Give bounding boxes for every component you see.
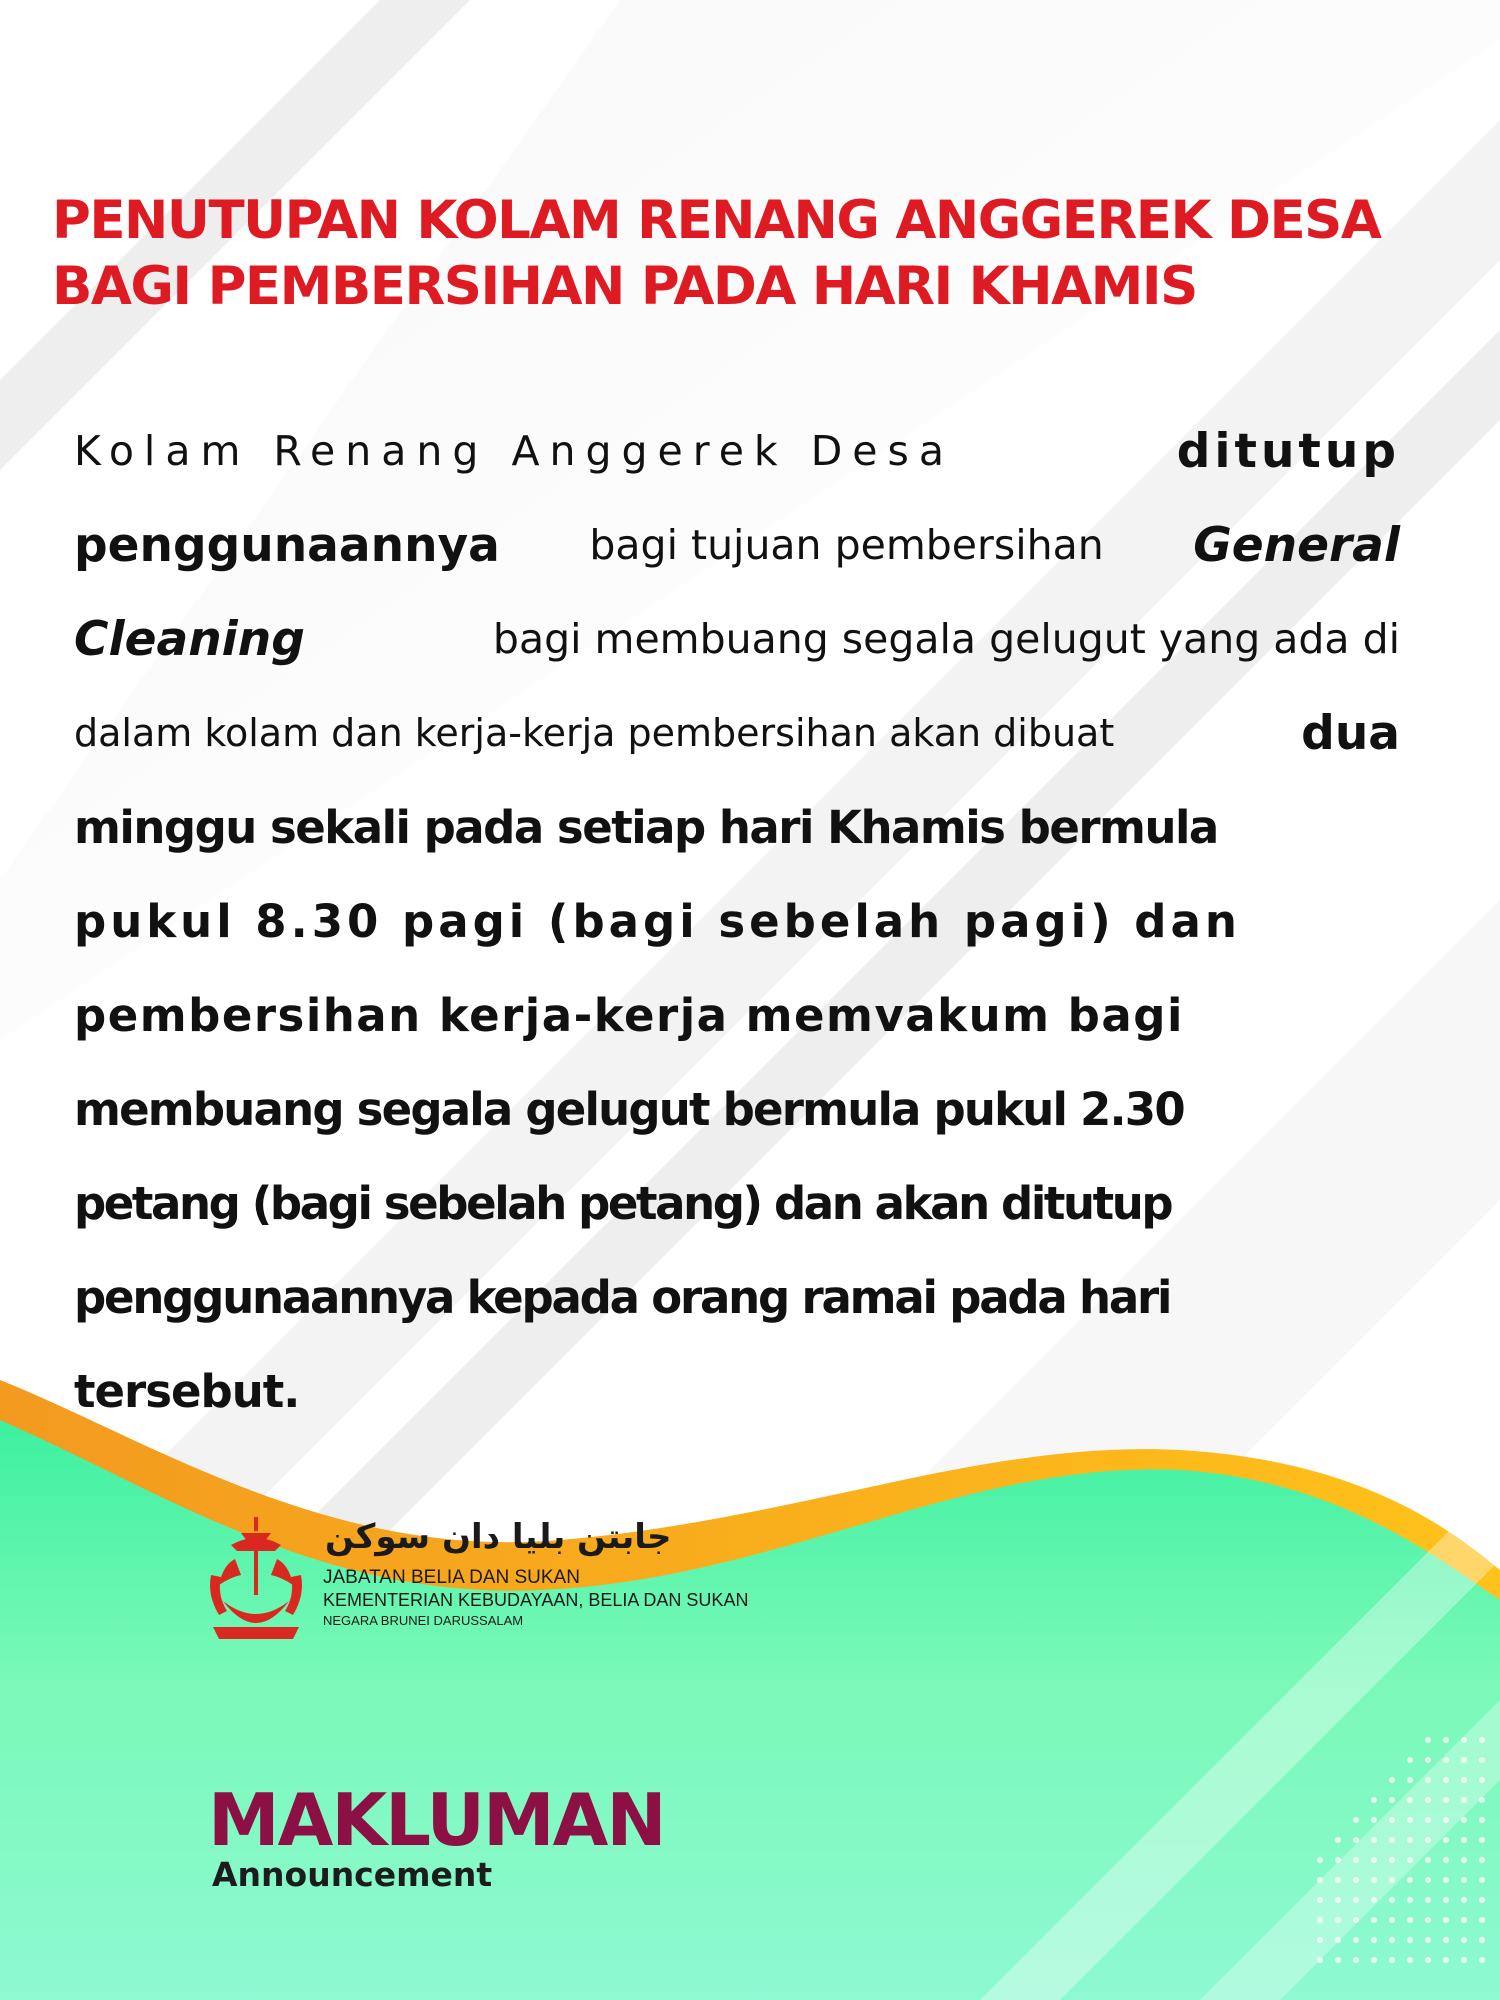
brunei-crest-icon [205,1515,307,1647]
decorative-dot [1371,1817,1377,1823]
decorative-dot [1317,1937,1323,1943]
decorative-dot [1353,1957,1359,1963]
organization-logo [205,1515,765,1715]
decorative-dot [1317,1877,1323,1883]
decorative-dot [1353,1837,1359,1843]
title-line-2: BAGI PEMBERSIHAN PADA HARI KHAMIS [52,256,1197,317]
decorative-dot [1479,1837,1485,1843]
decorative-dot [1479,1777,1485,1783]
body-text-bold: penggunaannya kepada orang ramai pada hari [74,1270,1171,1324]
body-line [74,1250,1400,1344]
decorative-dot [1335,1857,1341,1863]
decorative-dot [1443,1957,1449,1963]
decorative-dot [1353,1897,1359,1903]
decorative-dot [1389,1817,1395,1823]
decorative-dot [1407,1817,1413,1823]
decorative-dot [1461,1797,1467,1803]
decorative-dot [1389,1917,1395,1923]
decorative-dot [1461,1917,1467,1923]
decorative-dot [1353,1817,1359,1823]
decorative-dot [1407,1797,1413,1803]
title-line-1: PENUTUPAN KOLAM RENANG ANGGEREK DESA [52,190,1381,251]
decorative-dot [1461,1897,1467,1903]
decorative-dot [1425,1757,1431,1763]
decorative-dot [1443,1737,1449,1743]
decorative-dot [1461,1877,1467,1883]
decorative-dot [1335,1937,1341,1943]
decorative-dot [1461,1817,1467,1823]
decorative-dot [1443,1837,1449,1843]
decorative-dot [1443,1757,1449,1763]
announcement-body [74,404,1400,1438]
body-text-bold: dua [1301,705,1400,761]
body-line [74,1156,1400,1250]
decorative-dot [1425,1857,1431,1863]
decorative-dot [1443,1777,1449,1783]
decorative-dot [1335,1957,1341,1963]
decorative-dot [1479,1737,1485,1743]
decorative-dot [1317,1897,1323,1903]
decorative-dot [1443,1917,1449,1923]
decorative-dot [1425,1897,1431,1903]
body-text-italic: Cleaning [74,611,305,667]
decorative-dot [1425,1877,1431,1883]
body-text-bold: minggu sekali pada setiap hari Khamis bermula [74,800,1218,854]
decorative-dot [1371,1917,1377,1923]
body-text-span: Kolam Renang Anggerek Desa [74,427,954,475]
decorative-dot [1335,1877,1341,1883]
decorative-dot [1389,1957,1395,1963]
body-line [74,1344,1400,1438]
decorative-dot [1425,1797,1431,1803]
body-text-bold: tersebut. [74,1364,300,1418]
body-text-bold: pukul 8.30 pagi (bagi sebelah pagi) dan [74,894,1241,948]
decorative-dot [1407,1917,1413,1923]
decorative-dot [1479,1817,1485,1823]
decorative-dot [1335,1837,1341,1843]
decorative-dot [1335,1917,1341,1923]
decorative-dot [1461,1937,1467,1943]
decorative-dot [1479,1917,1485,1923]
decorative-dot [1407,1757,1413,1763]
decorative-dot [1407,1777,1413,1783]
decorative-dot [1461,1777,1467,1783]
decorative-dot [1317,1917,1323,1923]
body-text-bold: ditutup [1176,423,1400,479]
decorative-dot [1389,1837,1395,1843]
decorative-dot [1479,1877,1485,1883]
decorative-dot [1425,1917,1431,1923]
body-text-span: dalam kolam dan kerja-kerja pembersihan akan dibuat [74,711,1115,755]
decorative-dot [1389,1797,1395,1803]
decorative-dot [1389,1877,1395,1883]
decorative-dot [1371,1797,1377,1803]
decorative-dot [1353,1937,1359,1943]
decorative-dot [1407,1937,1413,1943]
ministry-name: KEMENTERIAN KEBUDAYAAN, BELIA DAN SUKAN [323,1590,749,1610]
decorative-dot [1335,1897,1341,1903]
decorative-dot [1317,1957,1323,1963]
decorative-dot [1461,1957,1467,1963]
decorative-dot [1371,1877,1377,1883]
body-text-bold: petang (bagi sebelah petang) dan akan ditutup [74,1176,1172,1230]
decorative-dot [1407,1897,1413,1903]
body-line [74,592,1400,686]
decorative-dot [1461,1757,1467,1763]
announcement-subheading: Announcement [212,1855,493,1894]
decorative-dot [1443,1817,1449,1823]
body-text-span: bagi membuang segala gelugut yang ada di [492,615,1400,663]
decorative-dot [1389,1857,1395,1863]
decorative-dot [1443,1797,1449,1803]
body-text-bold: penggunaannya [74,517,500,573]
decorative-dot [1371,1857,1377,1863]
decorative-dot [1461,1837,1467,1843]
decorative-dot [1443,1897,1449,1903]
decorative-dot [1371,1837,1377,1843]
decorative-dot [1353,1877,1359,1883]
decorative-dot [1479,1857,1485,1863]
decorative-dot [1425,1737,1431,1743]
decorative-dot [1317,1857,1323,1863]
decorative-dot [1479,1797,1485,1803]
decorative-dot [1443,1877,1449,1883]
body-text-bold: pembersihan kerja-kerja memvakum bagi [74,988,1184,1042]
organization-name-jawi: جابتن بليا دان سوکن [325,1517,672,1557]
decorative-dot [1461,1857,1467,1863]
decorative-dot [1425,1777,1431,1783]
decorative-dot [1443,1937,1449,1943]
decorative-dot [1389,1937,1395,1943]
decorative-dot [1425,1937,1431,1943]
decorative-dot [1371,1937,1377,1943]
body-line [74,874,1400,968]
decorative-dot [1443,1857,1449,1863]
decorative-dot [1425,1817,1431,1823]
decorative-dot [1479,1897,1485,1903]
decorative-dot [1425,1957,1431,1963]
body-text-bold: membuang segala gelugut bermula pukul 2.30 [74,1082,1184,1136]
body-line [74,1062,1400,1156]
decorative-dot [1479,1757,1485,1763]
decorative-dot [1353,1917,1359,1923]
makluman-heading: MAKLUMAN [208,1778,665,1862]
decorative-dot [1479,1937,1485,1943]
decorative-dot [1371,1897,1377,1903]
body-text-italic: General [1193,517,1400,573]
body-text-span: bagi tujuan pembersihan [589,521,1104,569]
organization-name: JABATAN BELIA DAN SUKAN [323,1567,580,1588]
decorative-dot [1461,1737,1467,1743]
body-line [74,404,1400,498]
decorative-dot [1389,1897,1395,1903]
body-line [74,780,1400,874]
body-line [74,498,1400,592]
decorative-dot [1371,1957,1377,1963]
body-line [74,686,1400,780]
decorative-dot [1407,1837,1413,1843]
decorative-dot [1353,1857,1359,1863]
decorative-dot [1407,1957,1413,1963]
decorative-dot [1389,1777,1395,1783]
decorative-dot [1425,1837,1431,1843]
country-name: NEGARA BRUNEI DARUSSALAM [323,1613,524,1628]
decorative-dot [1407,1877,1413,1883]
body-line [74,968,1400,1062]
decorative-dot [1407,1857,1413,1863]
announcement-title [52,188,1472,320]
decorative-dot [1479,1957,1485,1963]
